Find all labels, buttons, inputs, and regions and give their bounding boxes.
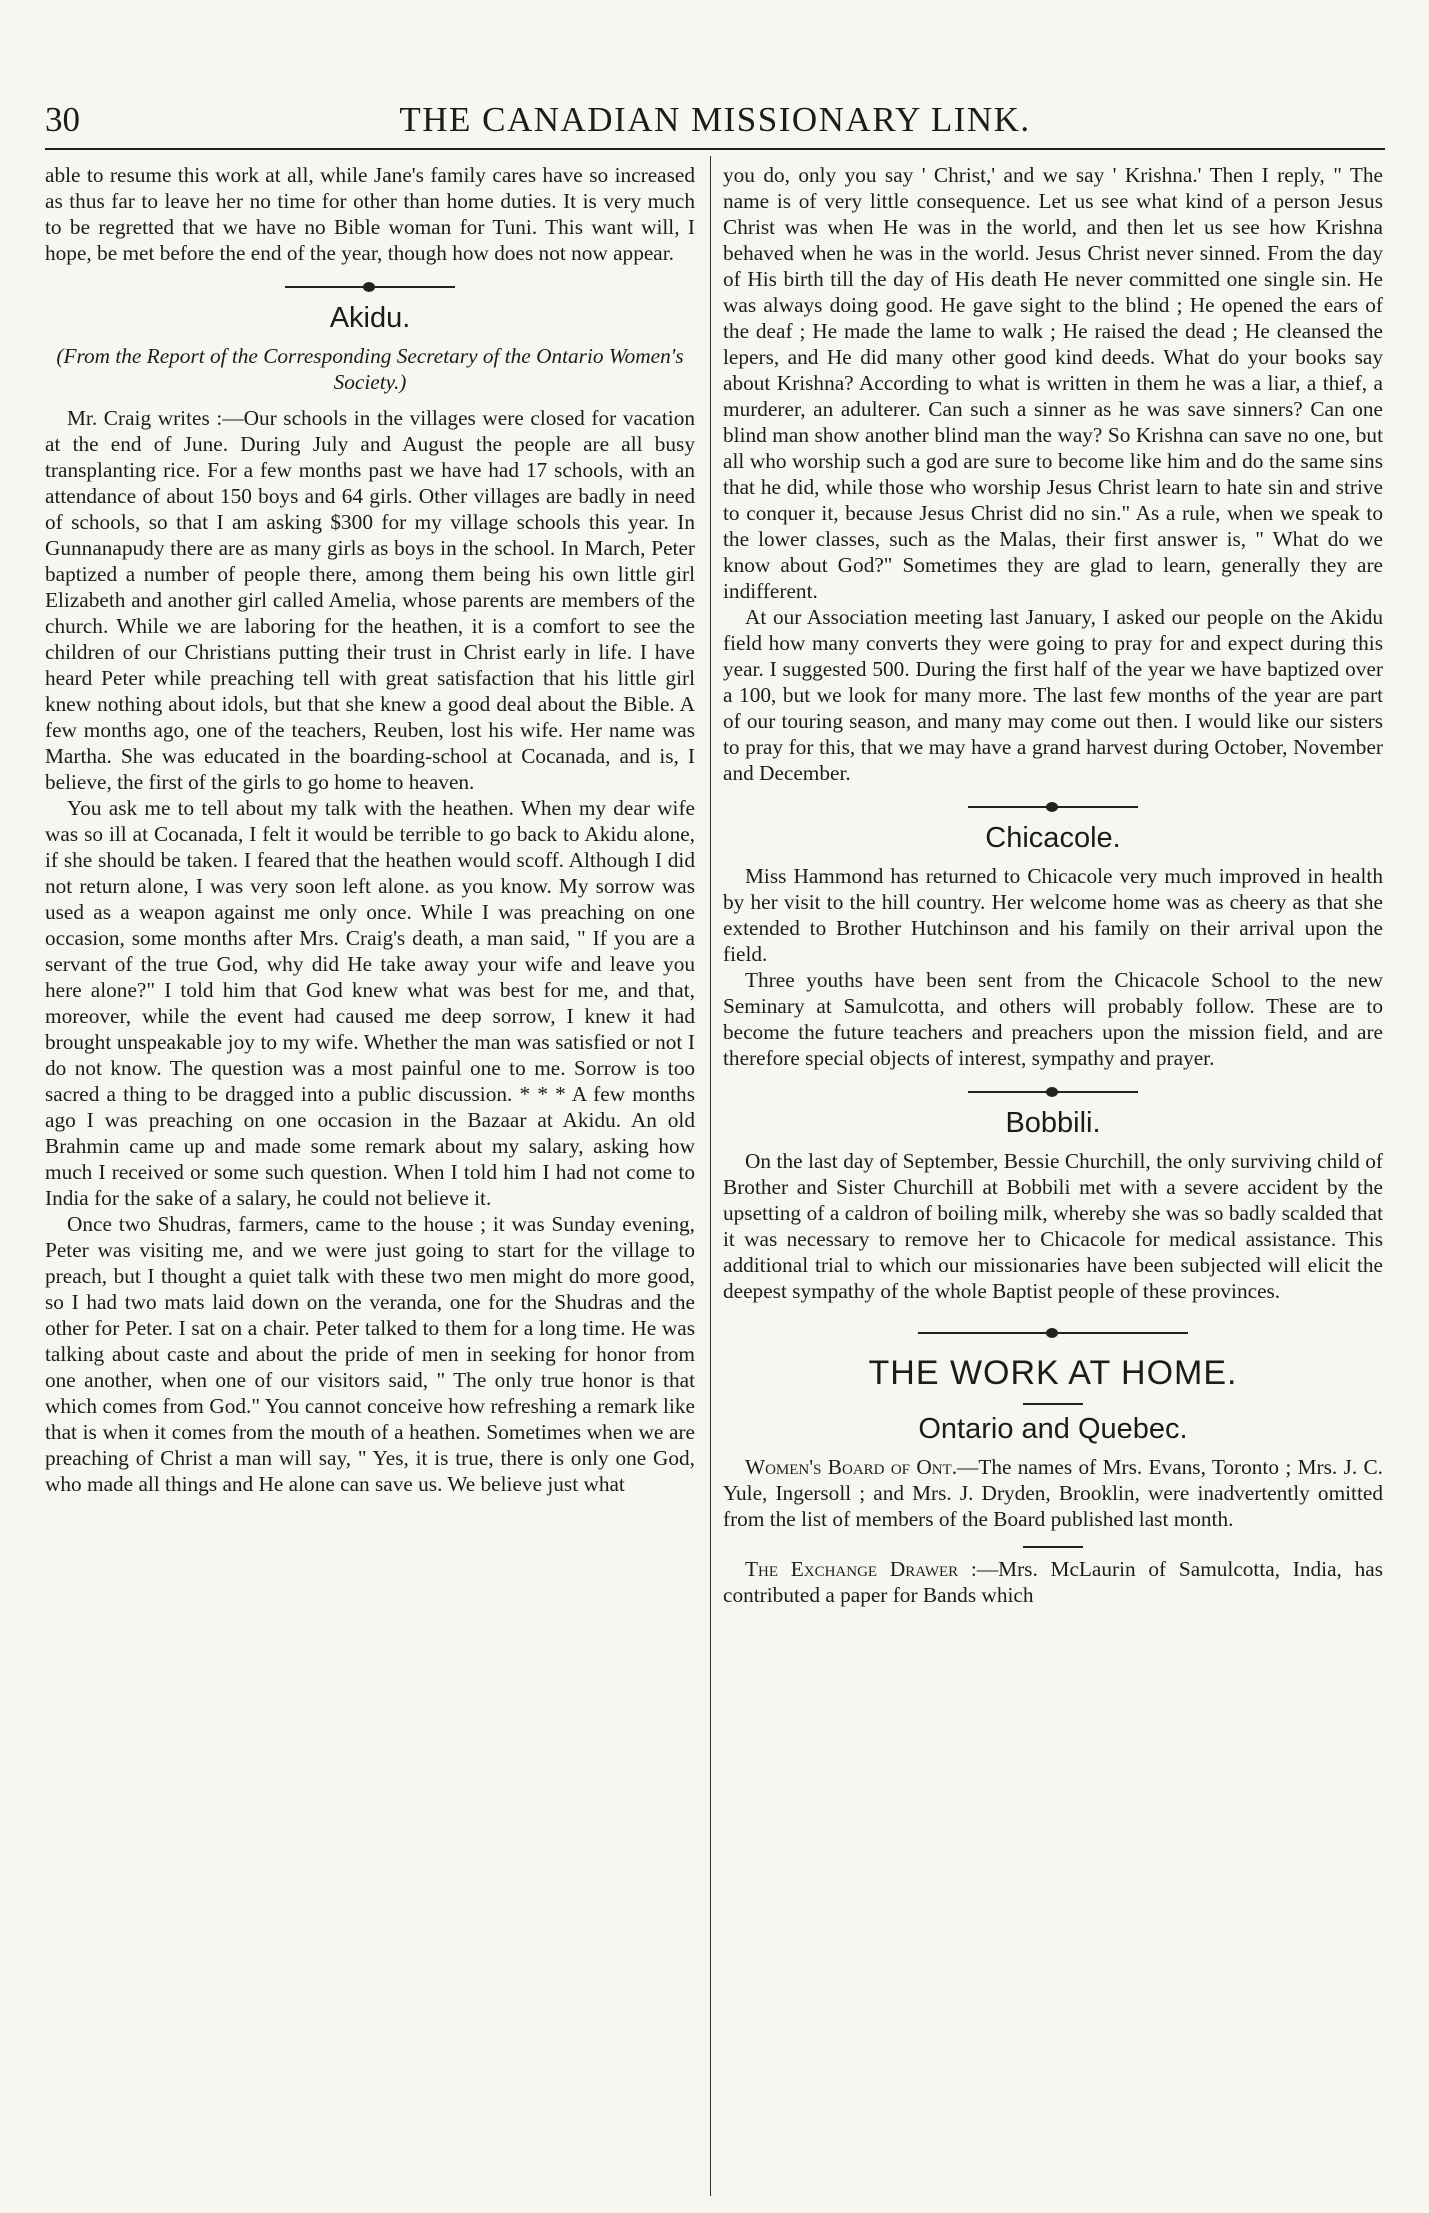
paragraph: At our Association meeting last January, I asked our people on the Akidu field how many converts they were going to pray for and expect during this year. I suggested 500. During the first half of the year we have baptized over a 100, but we look for many more. The last few months of the year are part of our touring season, and many may come out then. I would like our sisters to pray for this, that we may have a grand harvest during October, November and December. bbox=[723, 605, 1383, 785]
paragraph: On the last day of September, Bessie Churchill, the only surviving child of Brother and Sister Churchill at Bobbili met with a severe accident by the upsetting of a caldron of boiling milk, whereby she was so badly scalded that it was necessary to remove her to Chicacole for medical assistance. This additional trial to which our missionaries have been subjected will elicit the deepest sympathy of the whole Baptist people of these provinces. bbox=[723, 1149, 1383, 1303]
paragraph: You ask me to tell about my talk with the heathen. When my dear wife was so ill at Cocanada, I felt it would be terrible to go back to Akidu alone, if she should be taken. I feared that the heathen would scoff. Although I did not return alone, I was very soon left alone. as you know. My sorrow was used as a weapon against me only once. While I was preaching on one occasion, some months after Mrs. Craig's death, a man said, " If you are a servant of the true God, why did He take away your wife and leave you here alone?" I told him that God knew what was best for me, and that, moreover, while the event had caused me deep sorrow, I knew it had brought unspeakable joy to my wife. Whether the man was satisfied or not I do not know. The question was a most painful one to me. Sorrow is too sacred a thing to be dragged into a public discussion. * * * A few months ago I was preaching on one occasion in the Bazaar at Akidu. An old Brahmin came up and made some remark about my salary, asking how much I received or some such question. When I told him I had not come to India for the sake of a salary, he could not believe it. bbox=[45, 796, 695, 1210]
paragraph: you do, only you say ' Christ,' and we say ' Krishna.' Then I reply, " The name is of very little consequence. Let us see what kind of a person Jesus Christ was when He was in the world, and then let us see how Krishna behaved when he was in the world. Jesus Christ never sinned. From the day of His birth till the day of His death He never committed one single sin. He was always doing good. He gave sight to the blind ; He opened the ears of the deaf ; He made the lame to walk ; He raised the dead ; He cleansed the lepers, and He did many other good kind deeds. What do your books say about Krishna? According to what is written in them he was a liar, a thief, a murderer, an adulterer. Can such a sinner as he was save sinners? Can one blind man show another blind man the way? So Krishna can save no one, but all who worship such a god are sure to become like him and do the same sins that he did, while those who worship Jesus Christ learn to hate sin and strive to conquer it, because Jesus Christ did no sin." As a rule, when we speak to the lower classes, such as the Malas, their first answer is, " What do we know about God?" Sometimes they are glad to learn, generally they are indifferent. bbox=[723, 163, 1383, 603]
section-separator bbox=[918, 1326, 1188, 1340]
page-header bbox=[45, 100, 1385, 144]
section-title-akidu: Akidu. bbox=[329, 302, 411, 334]
lead-in: The Exchange Drawer bbox=[745, 1557, 959, 1581]
header-rule bbox=[45, 148, 1385, 150]
section-separator bbox=[285, 280, 455, 294]
paragraph: Miss Hammond has returned to Chicacole very much improved in health by her visit to the hill country. Her welcome home was as cheery as that she extended to Brother Hutchinson and his family on their arrival upon the field. bbox=[723, 864, 1383, 966]
section-title-ontario: Ontario and Quebec. bbox=[918, 1413, 1188, 1445]
lead-in: Women's Board of Ont. bbox=[745, 1455, 958, 1479]
section-separator bbox=[968, 1085, 1138, 1099]
title-rule bbox=[1023, 1403, 1083, 1405]
section-title-bobbili: Bobbili. bbox=[1005, 1107, 1101, 1139]
title-rule bbox=[1023, 1546, 1083, 1548]
section-title-work-at-home: THE WORK AT HOME. bbox=[868, 1354, 1238, 1392]
paragraph-text: —The names of Mrs. Evans, Toronto ; Mrs. J. C. Yule, Ingersoll ; and Mrs. J. Dryden, Brooklin, were inadvertently omitted from the list of members of the Board published last month. bbox=[723, 1455, 1384, 1531]
paragraph: Once two Shudras, farmers, came to the house ; it was Sunday evening, Peter was visiting me, and we were just going to start for the village to preach, but I thought a quiet talk with these two men might do more good, so I had two mats laid down on the veranda, one for the Shudras and the other for Peter. I sat on a chair. Peter talked to them for a long time. He was talking about caste and about the pride of men in seeking for honor from one another, when one of our visitors said, " The only true honor is that which comes from God." You cannot conceive how refreshing a remark like that is when it comes from the mouth of a heathen. Sometimes when we are preaching of Christ a man will say, " Yes, it is true, there is only one God, who made all things and He alone can save us. We believe just what bbox=[45, 1212, 695, 1496]
right-column bbox=[723, 162, 1383, 1608]
page-number: 30 bbox=[45, 100, 80, 139]
paragraph: Mr. Craig writes :—Our schools in the villages were closed for vacation at the end of June. During July and August the people are all busy transplanting rice. For a few months past we have had 17 schools, with an attendance of about 150 boys and 64 girls. Other villages are badly in need of schools, so that I am asking $300 for my village schools this year. In Gunnanapudy there are as many girls as boys in the school. In March, Peter baptized a number of people there, among them being his own little girl Elizabeth and another girl called Amelia, whose parents are members of the church. While we are laboring for the heathen, it is a comfort to see the children of our Christians putting their trust in Christ early in life. I have heard Peter while preaching tell with great satisfaction that his little girl knew nothing about idols, but that she knew a good deal about the Bible. A few months ago, one of the teachers, Reuben, lost his wife. Her name was Martha. She was educated in the boarding-school at Cocanada, and is, I believe, the first of the girls to go home to heaven. bbox=[45, 406, 695, 794]
section-separator bbox=[968, 800, 1138, 814]
paragraph: Three youths have been sent from the Chicacole School to the new Seminary at Samulcotta, and others will probably follow. These are to become the future teachers and preachers upon the mission field, and are therefore special objects of interest, sympathy and prayer. bbox=[723, 968, 1383, 1070]
running-title: THE CANADIAN MISSIONARY LINK. bbox=[399, 100, 1031, 139]
paragraph bbox=[723, 1454, 1383, 1532]
paragraph bbox=[723, 1556, 1383, 1608]
left-column bbox=[45, 162, 695, 1497]
paragraph: able to resume this work at all, while Jane's family cares have so increased as thus far to leave her no time for other than home duties. It is very much to be regretted that we have no Bible woman for Tuni. This want will, I hope, be met before the end of the year, though how does not now appear. bbox=[45, 163, 695, 265]
column-divider bbox=[710, 156, 711, 2196]
section-subtitle: (From the Report of the Corresponding Secretary of the Ontario Women's Society.) bbox=[56, 344, 684, 394]
section-title-chicacole: Chicacole. bbox=[985, 822, 1121, 854]
paragraph-text: :—Mrs. McLaurin of Samulcotta, India, has contributed a paper for Bands which bbox=[723, 1557, 1383, 1607]
